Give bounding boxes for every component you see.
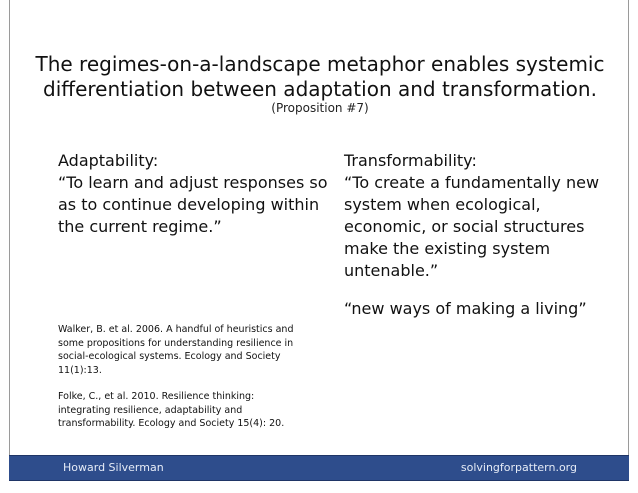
new-ways-phrase: “new ways of making a living” (344, 299, 587, 318)
slide-subtitle: (Proposition #7) (271, 101, 369, 115)
transformability-block (344, 150, 624, 282)
reference-folke: Folke, C., et al. 2010. Resilience thinking: integrating resilience, adaptability and transformability. Ecology and Society 15(4): 20. (58, 391, 285, 429)
adaptability-quote: “To learn and adjust responses so as to continue developing within the current regime.” (58, 173, 328, 236)
slide-title: The regimes-on-a-landscape metaphor enables systemic differentiation between adaptation and transformation. (35, 52, 605, 101)
footer-author: Howard Silverman (63, 461, 164, 474)
reference-walker: Walker, B. et al. 2006. A handful of heuristics and some propositions for understanding resilience in social-ecological systems. Ecology and Society 11(1):13. (58, 324, 294, 376)
transformability-heading: Transformability: (344, 151, 477, 170)
slide-frame-left (9, 0, 10, 455)
footer-site: solvingforpattern.org (460, 461, 577, 474)
adaptability-block (58, 150, 328, 238)
footer-bar (9, 455, 629, 481)
slide-frame-right (628, 0, 629, 455)
transformability-quote: “To create a fundamentally new system when ecological, economic, or social structures make the existing system untenable.” (344, 173, 600, 280)
references (58, 323, 308, 444)
adaptability-heading: Adaptability: (58, 151, 159, 170)
